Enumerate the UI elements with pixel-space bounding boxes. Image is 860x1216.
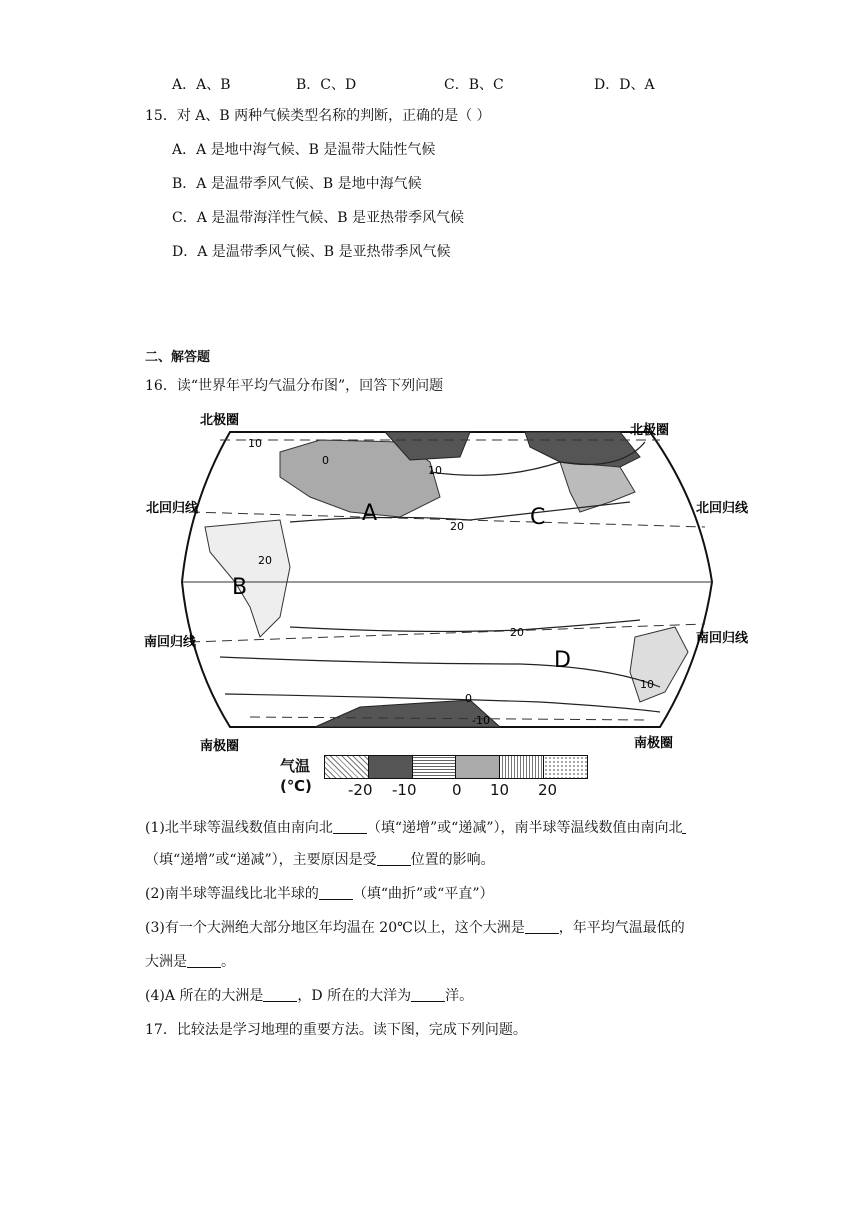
legend-swatch-4 <box>456 756 500 778</box>
q16-sub3-text-c: 大洲是 <box>145 954 187 970</box>
legend-tick: -10 <box>392 781 417 799</box>
answer-blank[interactable] <box>411 987 445 1002</box>
region-label-b: B <box>232 575 248 600</box>
q16-sub4-text-a: (4)A 所在的大洲是 <box>145 988 264 1004</box>
legend-tick: 0 <box>452 781 462 799</box>
q14-option-c[interactable]: C．B、C <box>444 77 504 93</box>
answer-blank[interactable] <box>263 987 297 1002</box>
legend-swatch-1 <box>325 756 369 778</box>
answer-blank[interactable] <box>682 819 686 834</box>
isotherm-label: 0 <box>465 692 472 705</box>
q15-option-c[interactable]: C．A 是温带海洋性气候、B 是亚热带季风气候 <box>172 210 465 226</box>
isotherm-label: 20 <box>510 626 524 639</box>
answer-blank[interactable] <box>377 851 411 866</box>
region-label-c: C <box>530 505 546 530</box>
q16-sub4-text-c: 洋。 <box>445 988 474 1004</box>
q15-option-b[interactable]: B．A 是温带季风气候、B 是地中海气候 <box>172 176 422 192</box>
q16-sub1-text-c: （填“递增”或“递减”），主要原因是受 <box>145 852 377 868</box>
q16-sub1-text-b: （填“递增”或“递减”），南半球等温线数值由南向北 <box>366 820 683 836</box>
map-legend <box>280 753 590 801</box>
answer-blank[interactable] <box>187 953 221 968</box>
q16-sub4 <box>145 986 473 1006</box>
legend-tick: -20 <box>348 781 373 799</box>
q16-sub1-text-a: (1)北半球等温线数值由南向北 <box>145 820 333 836</box>
isotherm-label: 0 <box>322 454 329 467</box>
legend-unit: (℃) <box>280 777 312 795</box>
label-arctic-left: 北极圈 <box>200 413 240 428</box>
q16-sub3-text-b: ，年平均气温最低的 <box>558 920 685 936</box>
isotherm-label: -10 <box>472 714 490 727</box>
q17-stem: 17．比较法是学习地理的重要方法。读下图，完成下列问题。 <box>145 1022 527 1038</box>
q16-sub3-text-d: 。 <box>221 954 235 970</box>
region-label-d: D <box>554 648 571 673</box>
q16-sub2 <box>145 884 493 904</box>
answer-blank[interactable] <box>525 919 559 934</box>
q15-option-d[interactable]: D．A 是温带季风气候、B 是亚热带季风气候 <box>172 244 451 260</box>
isotherm-label: 10 <box>640 678 654 691</box>
q16-sub3-text-a: (3)有一个大洲绝大部分地区年均温在 20℃以上，这个大洲是 <box>145 920 525 936</box>
legend-title: 气温 <box>280 757 311 775</box>
q14-option-b[interactable]: B．C、D <box>296 77 357 93</box>
q14-option-d[interactable]: D．D、A <box>594 77 655 93</box>
q16-sub3-line1 <box>145 918 685 938</box>
isotherm-label: 10 <box>428 464 442 477</box>
legend-swatch-3 <box>413 756 457 778</box>
answer-blank[interactable] <box>319 885 353 900</box>
legend-swatch-6 <box>544 756 587 778</box>
legend-tick: 10 <box>490 781 510 799</box>
label-tropic-cancer-left: 北回归线 <box>146 501 199 516</box>
world-temperature-map <box>140 402 749 802</box>
q16-stem: 16．读“世界年平均气温分布图”，回答下列问题 <box>145 378 444 394</box>
legend-tick: 20 <box>538 781 558 799</box>
isotherm-label: 20 <box>258 554 272 567</box>
label-arctic-right: 北极圈 <box>630 423 670 438</box>
isotherm-label: 20 <box>450 520 464 533</box>
label-antarctic-right: 南极圈 <box>634 736 674 751</box>
q16-sub2-text-a: (2)南半球等温线比北半球的 <box>145 886 319 902</box>
label-tropic-cancer-right: 北回归线 <box>696 501 749 516</box>
answer-blank[interactable] <box>333 819 367 834</box>
legend-swatch-5 <box>500 756 544 778</box>
q15-stem: 15．对 A、B 两种气候类型名称的判断，正确的是（ ） <box>145 108 491 124</box>
q16-sub3-line2 <box>145 952 235 972</box>
legend-swatches <box>324 755 588 779</box>
q16-sub1-text-d: 位置的影响。 <box>410 852 495 868</box>
q16-sub4-text-b: ，D 所在的大洋为 <box>297 988 412 1004</box>
region-label-a: A <box>362 501 378 526</box>
q16-sub1-line1 <box>145 818 686 838</box>
legend-swatch-2 <box>369 756 413 778</box>
q15-option-a[interactable]: A．A 是地中海气候、B 是温带大陆性气候 <box>172 142 436 158</box>
label-tropic-capricorn-left: 南回归线 <box>144 635 197 650</box>
q16-sub2-text-b: （填“曲折”或“平直”） <box>352 886 494 902</box>
label-tropic-capricorn-right: 南回归线 <box>696 631 749 646</box>
section-title: 二、解答题 <box>145 350 211 365</box>
q14-option-a[interactable]: A．A、B <box>172 77 231 93</box>
q16-sub1-line2 <box>145 850 495 870</box>
label-antarctic-left: 南极圈 <box>200 739 240 754</box>
isotherm-label: 10 <box>248 437 262 450</box>
